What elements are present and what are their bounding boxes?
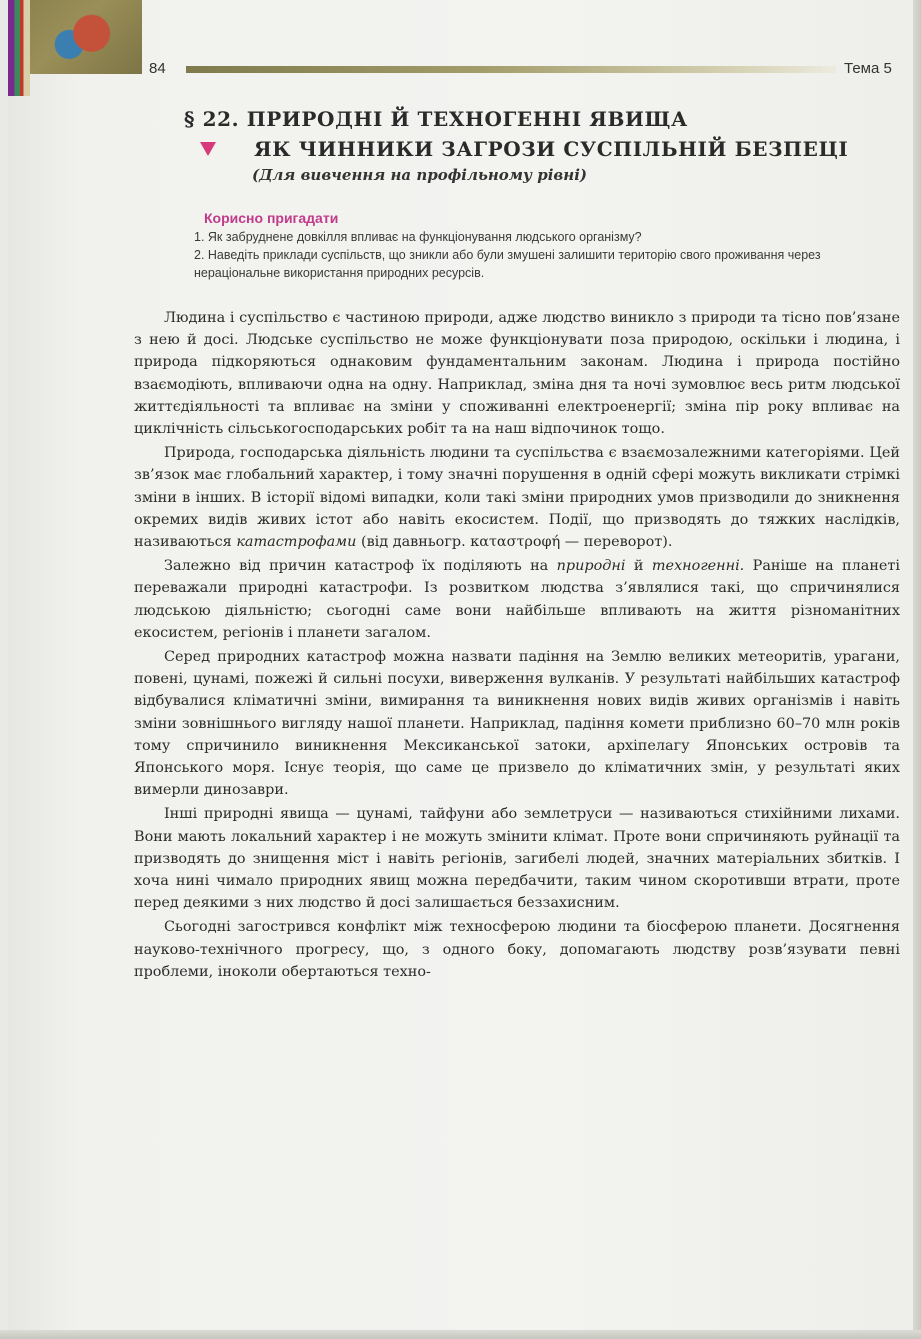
- term-catastrophes: катастрофами: [236, 534, 357, 551]
- section-title-line2: ЯК ЧИННИКИ ЗАГРОЗИ СУСПІЛЬНІЙ БЕЗПЕЦІ: [254, 137, 849, 161]
- section-title-line1: § 22. ПРИРОДНІ Й ТЕХНОГЕННІ ЯВИЩА: [184, 107, 688, 131]
- body-text: [134, 307, 900, 985]
- scan-edge-shadow: [913, 0, 921, 1339]
- corner-illustration: [30, 0, 142, 74]
- paragraph-2-etymology: (від давньогр. καταστροφή — переворот).: [356, 534, 673, 551]
- paragraph-3-conj: й: [625, 558, 652, 575]
- textbook-page: [8, 0, 913, 1330]
- paragraph-3: [134, 555, 900, 644]
- triangle-marker-icon: [200, 142, 216, 156]
- recall-list: [194, 228, 904, 282]
- scan-bottom-shadow: [0, 1330, 921, 1339]
- page-number: 84: [149, 60, 166, 77]
- paragraph-4: Серед природних катастроф можна назвати падіння на Землю великих метеоритів, урагани, повені, цунамі, пожежі й сильні посухи, виверження вулканів. У результаті найбільших катастроф відбувалися кліматичні зміни, вимирання та виникнення нових видів живих організмів і навіть зміни зовнішнього вигляду нашої планети. Наприклад, падіння комети приблизно 60–70 млн років тому спричинило виникнення Мексиканської затоки, архіпелагу Японських островів та Японського моря. Існує теорія, що саме це призвело до кліматичних змін, у результаті яких вимерли динозаври.: [134, 649, 900, 799]
- section-title: [184, 104, 904, 164]
- paragraph-3-rest: Раніше на планеті переважали природні катастрофи. Із розвитком людства з’являлися такі, що спричинялися людською діяльністю; сьогодні саме вони найбільше впливають на життя різноманітних екосистем, регіонів і планети загалом.: [134, 558, 900, 641]
- section-subtitle: (Для вивчення на профільному рівні): [252, 166, 588, 184]
- term-technogenic: техногенні.: [651, 558, 745, 575]
- paragraph-5: Інші природні явища — цунамі, тайфуни або землетруси — називаються стихійними лихами. Вони мають локальний характер і не можуть змінити клімат. Проте вони спричиняють руйнації та призводять до знищення міст і навіть регіонів, загибелі людей, значних матеріальних збитків. І хоча нині чимало природних явищ можна передбачити, таким чином скоротивши втрати, проте перед деякими з них людство й досі залишається беззахисним.: [134, 806, 900, 912]
- paragraph-1: Людина і суспільство є частиною природи, адже людство виникло з природи та тісно пов’язане з нею й досі. Людське суспільство не може функціонувати поза природою, оскільки і людина, і природа підкоряються однаковим фундаментальним законам. Людина і природа постійно взаємодіють, впливаючи одна на одну. Наприклад, зміна дня та ночі зумовлює весь ритм людської життєдіяльності та впливає на зміни у споживанні електроенергії; зміна пір року впливає на циклічність сільськогосподарських робіт та на наш відпочинок тощо.: [134, 310, 900, 438]
- header-rule: [186, 66, 836, 73]
- term-natural: природні: [556, 558, 626, 575]
- paragraph-2: [134, 442, 900, 553]
- paragraph-2-text: Природа, господарська діяльність людини та суспільства є взаємозалежними категоріями. Цей зв’язок має глобальний характер, і тому значні порушення в одній сфері можуть викликати стрімкі зміни в інших. В історії відомі випадки, коли такі зміни природних умов призводили до зникнення окремих видів живих істот або навіть екосистем. Події, що призводять до тяжких наслідків, називаються: [134, 445, 900, 551]
- recall-heading: Корисно пригадати: [204, 210, 339, 226]
- recall-item: 2. Наведіть приклади суспільств, що зникли або були змушені залишити територію свого проживання через нераціональне використання природних ресурсів.: [194, 248, 821, 280]
- recall-item: 1. Як забруднене довкілля впливає на функціонування людського організму?: [194, 230, 642, 244]
- paragraph-3-text: Залежно від причин катастроф їх поділяють на: [164, 558, 557, 575]
- theme-label: Тема 5: [844, 60, 892, 77]
- color-edge-decoration: [8, 0, 30, 96]
- paragraph-6: Сьогодні загострився конфлікт між техносферою людини та біосферою планети. Досягнення науково-технічного прогресу, що, з одного боку, допомагають людству розв’язувати певні проблеми, іноколи обертаються техно-: [134, 919, 900, 980]
